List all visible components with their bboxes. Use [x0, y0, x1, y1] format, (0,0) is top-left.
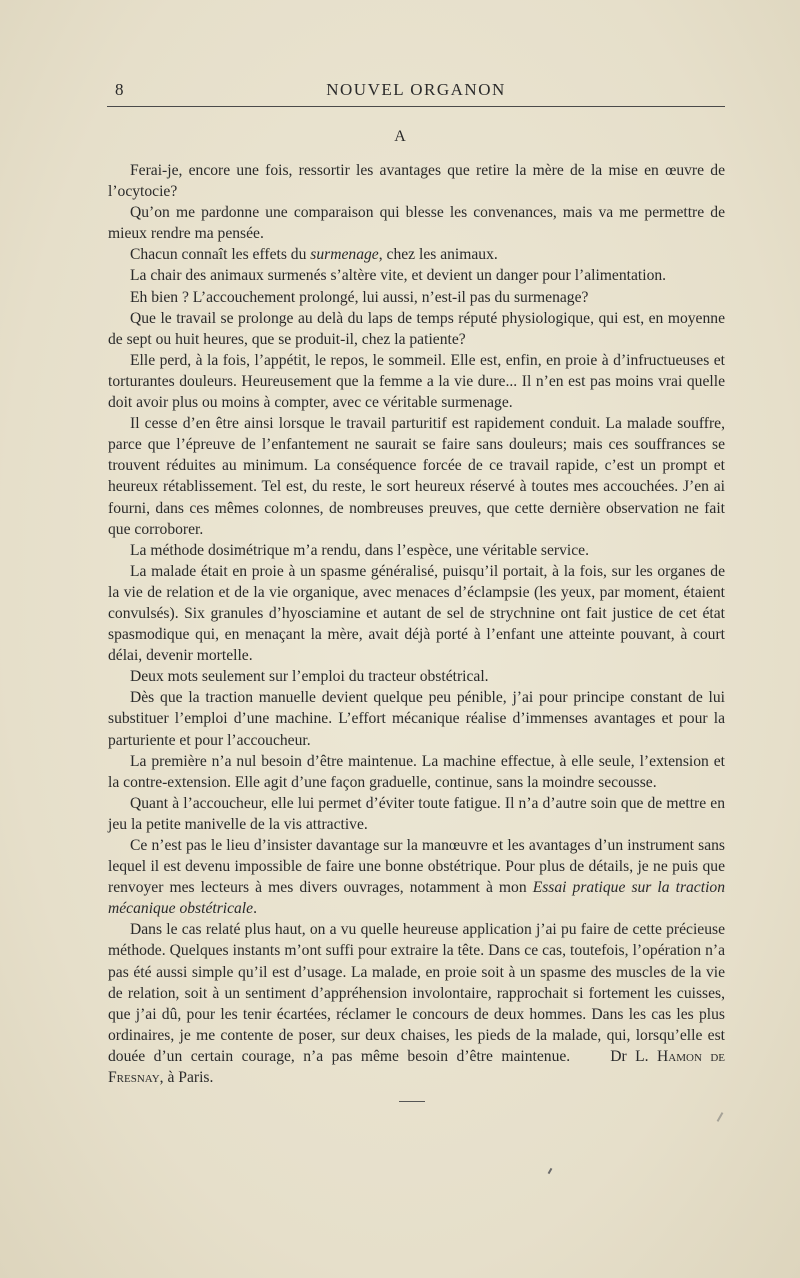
running-title: NOUVEL ORGANON	[326, 80, 506, 99]
italic-term: surmenage	[310, 246, 379, 264]
paragraph: Eh bien ? L’accouchement prolongé, lui aussi, n’est-il pas du surmenage?	[130, 288, 589, 306]
paragraph: La première n’a nul besoin d’être maintenue. La machine effectue, à elle seule, l’extension et la contre-extension. Elle agit d’une façon graduelle, continue, sans la moindre secousse.	[108, 752, 725, 791]
signature-name: L. Hamon de Fresnay	[108, 1047, 725, 1087]
paragraph: Quant à l’accoucheur, elle lui permet d’éviter toute fatigue. Il n’a d’autre soin que de mettre en jeu la petite manivelle de la vis attractive.	[108, 794, 725, 833]
paragraph-manoeuvre	[108, 835, 725, 919]
text-run: , chez les animaux.	[378, 246, 498, 264]
paper-speck	[548, 1168, 553, 1174]
paper-speck	[717, 1112, 724, 1122]
text-run: Ce n’est pas le lieu d’insister davantage sur la manœuvre et les avantages d’un instrument sans lequel il est devenu impossible de faire une bonne obstétrique. Pour plus de détails, je ne puis que renvoyer mes lecteurs à mes divers ouvrages, notamment à mon	[108, 837, 725, 897]
paragraph: La malade était en proie à un spasme généralisé, puisqu’il portait, à la fois, sur les organes de la vie de relation et de la vie organique, avec menaces d’éclampsie (les yeux, par moment, étaient convulsés). Six granules d’hyosciamine et autant de sel de strychnine ont fait justice de cet état spasmodique qui, en menaçant la mère, avait déjà porté à l’enfant une atteinte pouvant, à court délai, devenir mortelle.	[108, 562, 725, 665]
text-run: .	[253, 900, 257, 918]
end-rule	[399, 1101, 425, 1102]
paragraph: La méthode dosimétrique m’a rendu, dans l’espèce, une véritable service.	[130, 541, 589, 559]
italic-book-title: Essai pratique sur la traction mécanique obstétricale	[108, 879, 725, 918]
paragraph: Ferai-je, encore une fois, ressortir les avantages que retire la mère de la mise en œuvre de l’ocytocie?	[108, 162, 725, 201]
section-heading: A	[394, 128, 406, 145]
article-body	[108, 160, 725, 1088]
paragraph-final	[108, 919, 725, 1088]
signature-place: , à Paris.	[159, 1069, 214, 1087]
text-run: Dans le cas relaté plus haut, on a vu quelle heureuse application j’ai pu faire de cette précieuse méthode. Quelques instants m’ont suffi pour extraire la tête. Dans ce cas, toutefois, l’opération n’a pas été aussi simple qu’il est d’usage. La malade, en proie soit à un spasme des muscles de la vie de relation, soit à un sentiment d’appréhension involontaire, rapprochait si fortement les cuisses, que j’ai dû, pour les tenir écartées, réclamer le concours de deux hommes. Dans les cas les plus ordinaires, je me contente de poser, sur deux chaises, les pieds de la malade, qui, lorsqu’elle est douée d’un certain courage, n’a pas même besoin d’être maintenue.	[108, 921, 725, 1065]
paragraph: Qu’on me pardonne une comparaison qui blesse les convenances, mais va me permettre de mieux rendre ma pensée.	[108, 204, 725, 243]
paragraph-surmenage	[108, 244, 725, 265]
page-number: 8	[115, 80, 124, 99]
paragraph: Que le travail se prolonge au delà du laps de temps réputé physiologique, qui est, en moyenne de sept ou huit heures, que se produit-il, chez la patiente?	[108, 309, 725, 348]
text-run: Chacun connaît les effets du	[130, 246, 311, 264]
paragraph: Dès que la traction manuelle devient quelque peu pénible, j’ai pour principe constant de lui substituer l’emploi d’une machine. L’effort mécanique réalise d’immenses avantages et pour la parturiente et pour l’accoucheur.	[108, 689, 725, 749]
signature-title: Dr	[610, 1047, 627, 1065]
header-rule	[107, 106, 725, 107]
paragraph: Elle perd, à la fois, l’appétit, le repos, le sommeil. Elle est, enfin, en proie à d’infructueuses et torturantes douleurs. Heureusement que la femme a la vie dure... Il n’en est pas moins vrai quelle doit avoir plus ou moins à compter, avec ce véritable surmenage.	[108, 351, 725, 412]
page-header	[107, 80, 725, 102]
paragraph: Il cesse d’en être ainsi lorsque le travail parturitif est rapidement conduit. La malade souffre, parce que l’épreuve de l’enfantement ne saurait se faire sans douleurs; mais ces souffrances se trouvent réduites au minimum. La conséquence forcée de ce travail rapide, c’est un prompt et heureux rétablissement. Tel est, du reste, le sort heureux réservé à toutes mes accouchées. J’en ai fourni, dans ces mêmes colonnes, de nombreuses preuves, que cette dernière observation ne fait que corroborer.	[108, 415, 725, 538]
paragraph: La chair des animaux surmenés s’altère vite, et devient un danger pour l’alimentation.	[130, 267, 667, 285]
paragraph: Deux mots seulement sur l’emploi du tracteur obstétrical.	[130, 668, 489, 686]
